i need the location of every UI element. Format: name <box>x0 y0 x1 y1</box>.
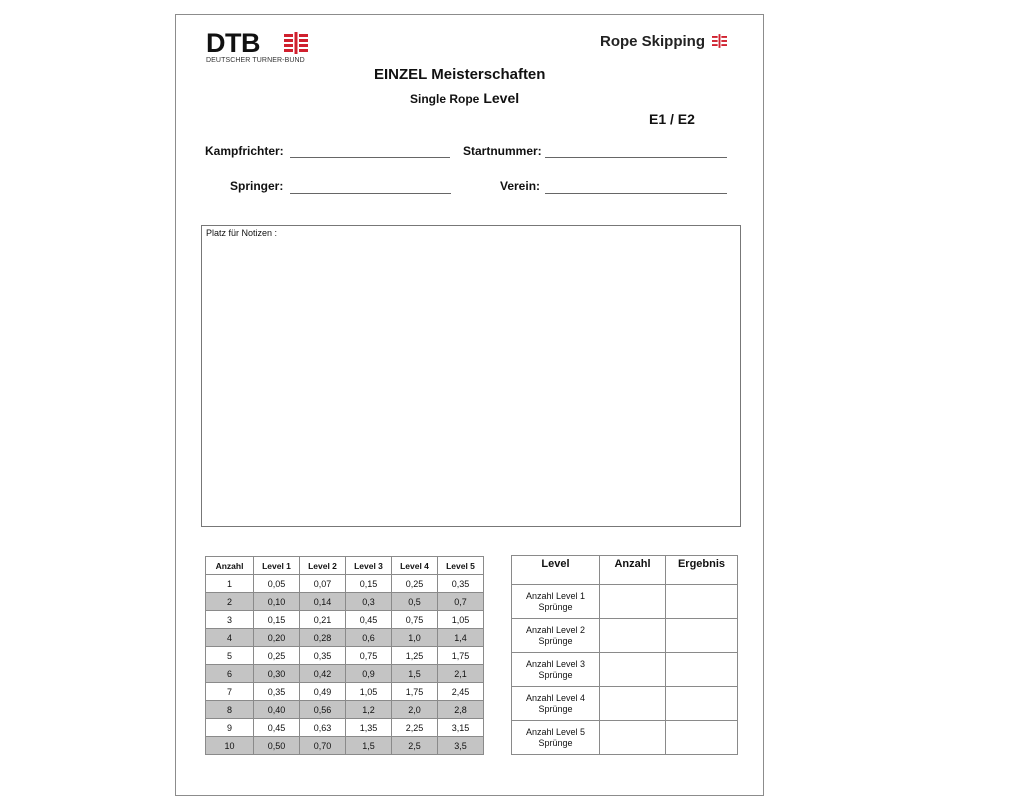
points-cell: 0,15 <box>346 575 392 593</box>
result-level-label <box>512 619 600 653</box>
score-header-cell: Level 2 <box>300 557 346 575</box>
result-level-line: Anzahl Level 4 <box>525 692 586 703</box>
points-cell: 1,2 <box>346 701 392 719</box>
points-cell: 3,15 <box>438 719 484 737</box>
page-subtitle <box>410 90 519 106</box>
table-row <box>206 737 484 755</box>
points-cell: 1,5 <box>346 737 392 755</box>
points-cell: 1,05 <box>346 683 392 701</box>
points-cell: 0,7 <box>438 593 484 611</box>
result-row <box>512 687 738 721</box>
points-cell: 0,30 <box>254 665 300 683</box>
springer-field[interactable] <box>290 193 451 194</box>
points-cell: 2,8 <box>438 701 484 719</box>
points-cell: 0,50 <box>254 737 300 755</box>
points-cell: 0,6 <box>346 629 392 647</box>
notes-label: Platz für Notizen : <box>206 228 278 238</box>
points-cell: 1,75 <box>438 647 484 665</box>
verein-field[interactable] <box>545 193 727 194</box>
points-cell: 2,45 <box>438 683 484 701</box>
score-table <box>205 556 484 755</box>
dtb-emblem-icon <box>712 34 727 48</box>
anzahl-cell: 10 <box>206 737 254 755</box>
points-cell: 0,42 <box>300 665 346 683</box>
table-row <box>206 701 484 719</box>
kampfrichter-label: Kampfrichter: <box>205 144 284 158</box>
ergebnis-input-cell[interactable] <box>666 687 738 721</box>
rope-skipping-text: Rope Skipping <box>600 33 705 50</box>
table-row <box>206 611 484 629</box>
result-row <box>512 653 738 687</box>
table-row <box>206 683 484 701</box>
ergebnis-input-cell[interactable] <box>666 619 738 653</box>
notes-area[interactable] <box>201 225 741 527</box>
score-header-cell: Level 1 <box>254 557 300 575</box>
anzahl-input-cell[interactable] <box>600 619 666 653</box>
points-cell: 1,0 <box>392 629 438 647</box>
result-level-unit: Sprünge <box>538 635 573 646</box>
points-cell: 1,5 <box>392 665 438 683</box>
anzahl-cell: 9 <box>206 719 254 737</box>
result-level-label <box>512 687 600 721</box>
points-cell: 1,75 <box>392 683 438 701</box>
points-cell: 0,21 <box>300 611 346 629</box>
points-cell: 2,1 <box>438 665 484 683</box>
table-row <box>206 665 484 683</box>
points-cell: 1,25 <box>392 647 438 665</box>
ergebnis-input-cell[interactable] <box>666 585 738 619</box>
points-cell: 0,05 <box>254 575 300 593</box>
table-row <box>206 593 484 611</box>
result-level-unit: Sprünge <box>538 703 573 714</box>
anzahl-cell: 8 <box>206 701 254 719</box>
subtitle-discipline: Single Rope <box>410 92 480 106</box>
points-cell: 0,07 <box>300 575 346 593</box>
kampfrichter-field[interactable] <box>290 157 450 158</box>
subtitle-level: Level <box>483 90 520 106</box>
table-row <box>206 647 484 665</box>
anzahl-cell: 2 <box>206 593 254 611</box>
points-cell: 0,20 <box>254 629 300 647</box>
result-table <box>511 555 738 755</box>
anzahl-cell: 6 <box>206 665 254 683</box>
result-level-unit: Sprünge <box>538 737 573 748</box>
dtb-logo <box>206 30 316 68</box>
points-cell: 2,0 <box>392 701 438 719</box>
result-table-header <box>512 556 738 585</box>
points-cell: 0,9 <box>346 665 392 683</box>
result-row <box>512 585 738 619</box>
points-cell: 0,14 <box>300 593 346 611</box>
points-cell: 3,5 <box>438 737 484 755</box>
anzahl-cell: 3 <box>206 611 254 629</box>
result-level-label <box>512 721 600 755</box>
ergebnis-input-cell[interactable] <box>666 653 738 687</box>
anzahl-cell: 5 <box>206 647 254 665</box>
points-cell: 0,35 <box>300 647 346 665</box>
result-row <box>512 619 738 653</box>
springer-label: Springer: <box>230 179 284 193</box>
category-code: E1 / E2 <box>649 111 695 127</box>
result-header-cell: Ergebnis <box>666 556 738 585</box>
points-cell: 0,5 <box>392 593 438 611</box>
anzahl-input-cell[interactable] <box>600 687 666 721</box>
points-cell: 1,4 <box>438 629 484 647</box>
points-cell: 0,3 <box>346 593 392 611</box>
points-cell: 0,25 <box>392 575 438 593</box>
points-cell: 0,15 <box>254 611 300 629</box>
anzahl-cell: 7 <box>206 683 254 701</box>
points-cell: 0,25 <box>254 647 300 665</box>
result-level-line: Anzahl Level 2 <box>525 624 586 635</box>
ergebnis-input-cell[interactable] <box>666 721 738 755</box>
score-header-cell: Anzahl <box>206 557 254 575</box>
points-cell: 0,49 <box>300 683 346 701</box>
verein-label: Verein: <box>500 179 541 193</box>
anzahl-cell: 1 <box>206 575 254 593</box>
points-cell: 0,45 <box>346 611 392 629</box>
points-cell: 0,75 <box>346 647 392 665</box>
points-cell: 0,10 <box>254 593 300 611</box>
anzahl-input-cell[interactable] <box>600 653 666 687</box>
startnummer-field[interactable] <box>545 157 727 158</box>
table-row <box>206 629 484 647</box>
points-cell: 0,75 <box>392 611 438 629</box>
anzahl-input-cell[interactable] <box>600 721 666 755</box>
score-table-header <box>206 557 484 575</box>
points-cell: 0,35 <box>254 683 300 701</box>
result-level-unit: Sprünge <box>538 669 573 680</box>
dtb-logo-subtitle: DEUTSCHER TURNER-BUND <box>206 57 305 64</box>
result-level-line: Anzahl Level 3 <box>525 658 586 669</box>
table-row <box>206 719 484 737</box>
result-header-cell: Level <box>512 556 600 585</box>
score-header-cell: Level 5 <box>438 557 484 575</box>
dtb-emblem-icon <box>284 32 308 54</box>
result-level-label <box>512 653 600 687</box>
anzahl-input-cell[interactable] <box>600 585 666 619</box>
result-level-line: Anzahl Level 5 <box>525 726 586 737</box>
points-cell: 0,28 <box>300 629 346 647</box>
score-header-cell: Level 3 <box>346 557 392 575</box>
result-header-cell: Anzahl <box>600 556 666 585</box>
points-cell: 0,45 <box>254 719 300 737</box>
dtb-logo-word: DTB <box>206 28 260 58</box>
page-title: EINZEL Meisterschaften <box>374 66 546 83</box>
points-cell: 2,5 <box>392 737 438 755</box>
result-level-unit: Sprünge <box>538 601 573 612</box>
result-row <box>512 721 738 755</box>
score-header-cell: Level 4 <box>392 557 438 575</box>
points-cell: 0,70 <box>300 737 346 755</box>
result-level-label <box>512 585 600 619</box>
points-cell: 1,05 <box>438 611 484 629</box>
startnummer-label: Startnummer: <box>463 144 542 158</box>
table-row <box>206 575 484 593</box>
rope-skipping-logo <box>600 33 727 51</box>
result-level-line: Anzahl Level 1 <box>525 590 586 601</box>
points-cell: 1,35 <box>346 719 392 737</box>
points-cell: 0,63 <box>300 719 346 737</box>
anzahl-cell: 4 <box>206 629 254 647</box>
points-cell: 0,40 <box>254 701 300 719</box>
points-cell: 0,35 <box>438 575 484 593</box>
points-cell: 2,25 <box>392 719 438 737</box>
points-cell: 0,56 <box>300 701 346 719</box>
